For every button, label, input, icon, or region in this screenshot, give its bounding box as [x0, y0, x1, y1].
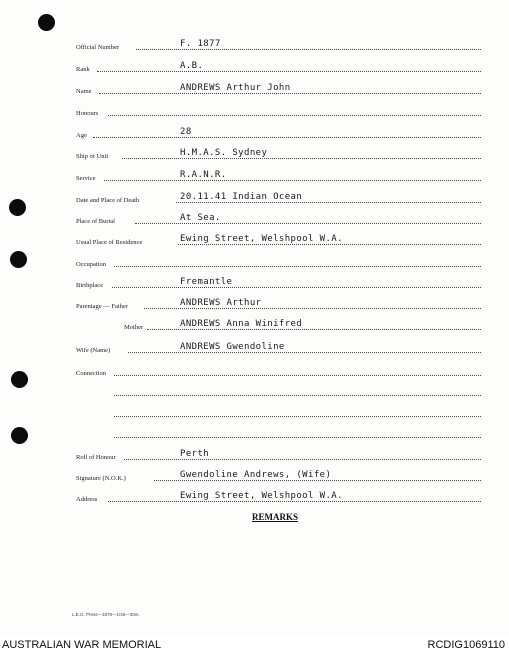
field-line: [112, 287, 481, 288]
connection-extra-line: [0, 424, 509, 440]
field-value: ANDREWS Anna Winifred: [180, 319, 303, 329]
field-line: [114, 375, 481, 376]
field-connection: [0, 362, 509, 378]
field-label: Signature (N.O.K.): [76, 475, 126, 482]
field-label: Usual Place of Residence: [76, 239, 143, 246]
field-line: [97, 71, 481, 72]
field-line: [122, 158, 481, 159]
field-line: [108, 501, 481, 502]
field-ship-or-unit: [0, 145, 509, 161]
field-line: [147, 329, 481, 330]
field-label: Date and Place of Death: [76, 197, 140, 204]
field-value: Ewing Street, Welshpool W.A.: [180, 234, 343, 244]
remarks-heading: REMARKS: [252, 512, 299, 522]
field-label: Service: [76, 175, 96, 182]
field-label: Ship or Unit: [76, 153, 109, 160]
field-value: H.M.A.S. Sydney: [180, 148, 268, 158]
field-label: Roll of Honour: [76, 454, 116, 461]
connection-extra-line: [0, 382, 509, 398]
field-value: Gwendoline Andrews, (Wife): [180, 470, 332, 480]
field-label: Official Number: [76, 44, 120, 51]
field-value: R.A.N.R.: [180, 170, 227, 180]
field-line: [108, 115, 481, 116]
field-signature-nok: [0, 467, 509, 483]
field-value: ANDREWS Gwendoline: [180, 342, 285, 352]
field-honours: [0, 102, 509, 118]
field-line: [124, 459, 481, 460]
field-value: Ewing Street, Welshpool W.A.: [180, 491, 343, 501]
field-line: [154, 480, 481, 481]
field-value: At Sea.: [180, 213, 221, 223]
field-line: [144, 308, 481, 309]
field-official-number: [0, 36, 509, 52]
field-line: [104, 180, 481, 181]
punch-hole: [38, 14, 55, 31]
field-label: Name: [76, 88, 92, 95]
field-wife-name: [0, 339, 509, 355]
field-line: [136, 49, 481, 50]
field-roll-of-honour: [0, 446, 509, 462]
field-birthplace: [0, 274, 509, 290]
field-line: [99, 93, 481, 94]
archive-footer: [0, 636, 509, 654]
printer-imprint: L.E.G. Press—1878—1/45—30m.: [72, 612, 140, 617]
field-label: Address: [76, 496, 98, 503]
field-parentage-mother: [0, 316, 509, 332]
field-service: [0, 167, 509, 183]
field-value: Perth: [180, 449, 210, 459]
field-place-of-burial: [0, 210, 509, 226]
field-date-place-of-death: [0, 189, 509, 205]
field-usual-residence: [0, 231, 509, 247]
field-parentage-father: [0, 295, 509, 311]
field-label: Honours: [76, 110, 99, 117]
connection-extra-line: [0, 403, 509, 419]
field-line: [93, 137, 481, 138]
field-rank: [0, 58, 509, 74]
field-line: [114, 437, 481, 438]
field-line: [135, 223, 481, 224]
field-value: F. 1877: [180, 39, 221, 49]
field-label: Parentage — Father: [76, 303, 128, 310]
field-label: Mother: [124, 324, 144, 331]
archive-id: RCDIG1069110: [427, 639, 505, 651]
field-address: [0, 488, 509, 504]
field-label: Connection: [76, 370, 106, 377]
field-value: Fremantle: [180, 277, 233, 287]
field-line: [114, 266, 481, 267]
field-line: [176, 202, 481, 203]
field-line: [114, 416, 481, 417]
field-name: [0, 80, 509, 96]
field-label: Birthplace: [76, 282, 104, 289]
field-value: ANDREWS Arthur: [180, 298, 262, 308]
field-line: [114, 395, 481, 396]
field-label: Occupation: [76, 261, 106, 268]
field-age: [0, 124, 509, 140]
field-value: A.B.: [180, 61, 204, 71]
field-label: Rank: [76, 66, 90, 73]
archive-name: AUSTRALIAN WAR MEMORIAL: [2, 639, 162, 651]
field-label: Wife (Name): [76, 347, 111, 354]
field-line: [178, 244, 481, 245]
field-value: 20.11.41 Indian Ocean: [180, 192, 303, 202]
field-value: 28: [180, 127, 192, 137]
field-line: [128, 352, 481, 353]
field-label: Place of Burial: [76, 218, 115, 225]
field-occupation: [0, 253, 509, 269]
field-label: Age: [76, 132, 87, 139]
field-value: ANDREWS Arthur John: [180, 83, 291, 93]
